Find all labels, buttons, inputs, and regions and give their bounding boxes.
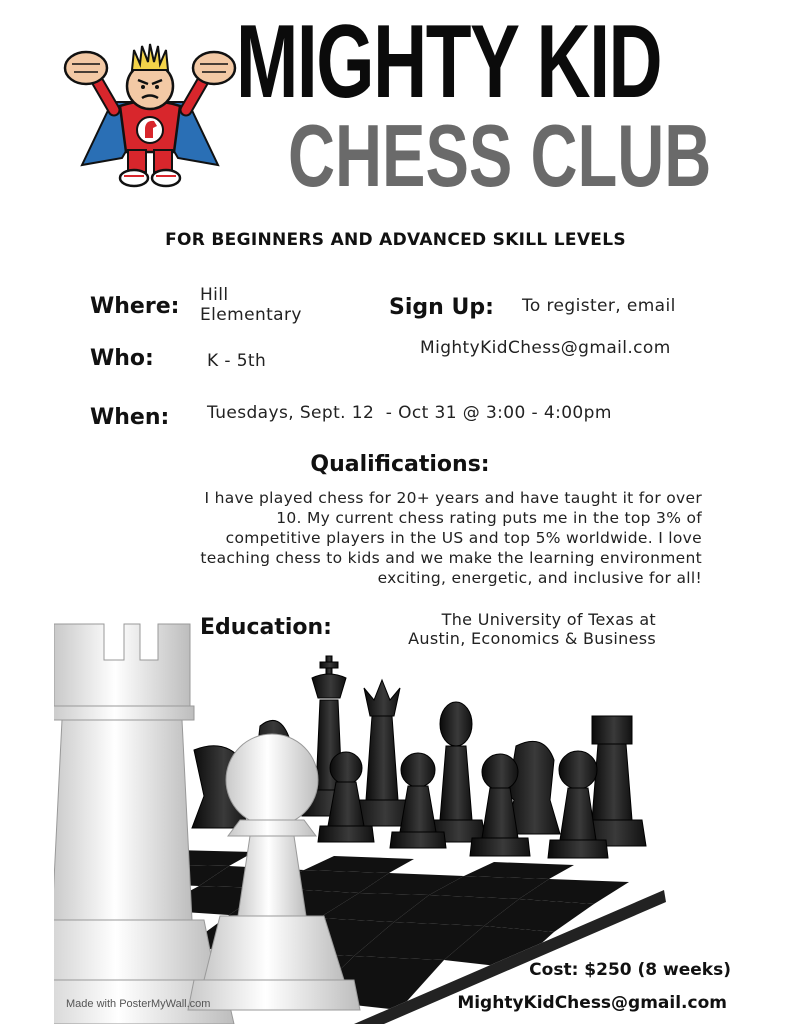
contact-email: MightyKidChess@gmail.com <box>457 993 727 1013</box>
education-line2: Austin, Economics & Business <box>408 629 656 648</box>
where-label: Where: <box>90 294 180 319</box>
title-line1: MIGHTY KID <box>236 4 662 120</box>
when-value: Tuesdays, Sept. 12 - Oct 31 @ 3:00 - 4:00pm <box>207 403 612 423</box>
qualifications-line: exciting, energetic, and inclusive for all! <box>377 569 702 587</box>
signup-value: To register, email <box>522 296 676 316</box>
qualifications-body <box>96 488 702 588</box>
mascot-illustration <box>62 40 238 190</box>
education-line1: The University of Texas at <box>441 610 656 629</box>
title-line2: CHESS CLUB <box>288 106 712 205</box>
qualifications-line: teaching chess to kids and we make the learning environment <box>200 549 702 567</box>
subtitle: FOR BEGINNERS AND ADVANCED SKILL LEVELS <box>165 230 626 250</box>
where-value-line2: Elementary <box>200 305 302 325</box>
signup-email: MightyKidChess@gmail.com <box>420 338 671 358</box>
education-value <box>352 610 656 648</box>
signup-label: Sign Up: <box>389 295 494 320</box>
qualifications-line: 10. My current chess rating puts me in the top 3% of <box>276 509 702 527</box>
qualifications-title: Qualifications: <box>310 452 490 477</box>
watermark: Made with PosterMyWall.com <box>66 998 211 1010</box>
qualifications-line: I have played chess for 20+ years and have taught it for over <box>204 489 702 507</box>
education-label: Education: <box>200 615 332 640</box>
where-value-line1: Hill <box>200 285 229 305</box>
cost-label: Cost: $250 (8 weeks) <box>529 960 731 980</box>
who-label: Who: <box>90 346 154 371</box>
when-label: When: <box>90 405 170 430</box>
where-value <box>200 285 302 325</box>
qualifications-line: competitive players in the US and top 5% worldwide. I love <box>225 529 702 547</box>
who-value: K - 5th <box>207 351 267 371</box>
